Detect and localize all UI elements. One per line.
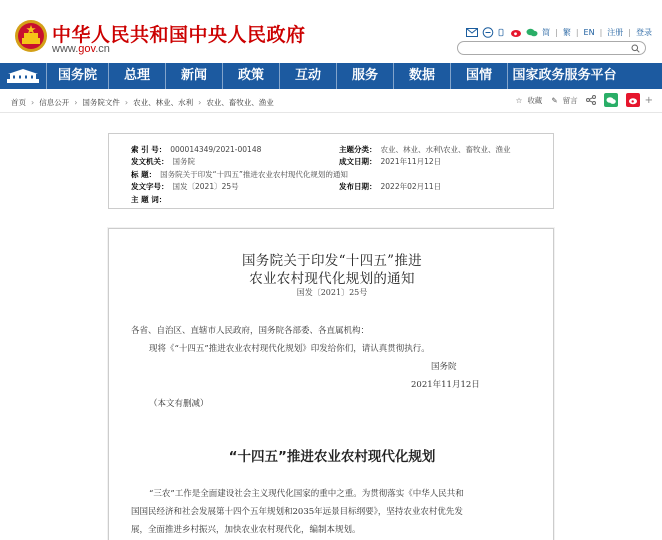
document-note: （本文有删减）: [149, 399, 209, 409]
mail-icon[interactable]: [466, 27, 478, 38]
paragraph-line: “三农”工作是全面建设社会主义现代化国家的重中之重。为贯彻落实《中华人民共和: [149, 489, 464, 499]
simplified-chinese-link[interactable]: 简: [542, 27, 551, 37]
english-link[interactable]: EN: [583, 27, 595, 37]
meta-issuer: [131, 156, 195, 167]
meta-category: [339, 144, 511, 155]
site-url[interactable]: [52, 43, 110, 55]
breadcrumb-agriculture[interactable]: 农业、林业、水利: [133, 98, 194, 107]
nav-home[interactable]: [0, 63, 46, 89]
meta-value: 国发〔2021〕25号: [172, 182, 239, 191]
meta-value: 000014349/2021-00148: [170, 145, 262, 154]
national-emblem-icon[interactable]: [14, 19, 48, 53]
breadcrumb: [11, 97, 274, 108]
weibo-icon[interactable]: [510, 27, 522, 38]
search-box: [457, 41, 646, 55]
login-link[interactable]: 登录: [636, 27, 652, 37]
meta-value: 国务院: [172, 157, 195, 166]
site-url-brand: gov: [78, 43, 96, 55]
paragraph-line: 展，全面推进乡村振兴，加快农业农村现代化，编制本规划。: [131, 525, 361, 535]
tool-separator: |: [628, 27, 631, 37]
document-body: 现将《“十四五”推进农业农村现代化规划》印发给你们，请认真贯彻执行。: [149, 344, 430, 354]
paragraph-line: 国国民经济和社会发展第十四个五年规划和2035年远景目标纲要》，坚持农业农村优先发: [131, 507, 463, 517]
register-link[interactable]: 注册: [607, 27, 624, 37]
chevron-right-icon: ›: [74, 98, 78, 107]
pencil-icon[interactable]: ✎: [551, 95, 558, 105]
document-meta-box: [108, 133, 554, 209]
nav-item-policy[interactable]: 政策: [222, 63, 279, 89]
document-title-line1: 国务院关于印发“十四五”推进: [241, 253, 422, 269]
nav-item-interaction[interactable]: 互动: [279, 63, 336, 89]
document-date: 2021年11月12日: [411, 380, 480, 390]
wechat-icon[interactable]: [526, 27, 538, 38]
home-building-icon: [5, 67, 41, 85]
plan-title: “十四五”推进农业农村现代化规划: [228, 449, 436, 465]
star-icon[interactable]: ☆: [515, 95, 523, 105]
nav-item-services[interactable]: 服务: [336, 63, 393, 89]
meta-key: 主 题 词：: [131, 195, 167, 204]
chevron-right-icon: ›: [31, 98, 35, 107]
tool-separator: |: [555, 27, 558, 37]
message-icon[interactable]: [482, 27, 494, 38]
traditional-chinese-link[interactable]: 繁: [562, 27, 571, 37]
meta-doc-no: [131, 181, 239, 192]
print-link[interactable]: 留言: [562, 95, 578, 105]
share-icon[interactable]: [586, 95, 596, 105]
site-url-suffix: .cn: [95, 43, 110, 55]
meta-key: 主题分类：: [339, 145, 377, 154]
meta-value: 2022年02月11日: [380, 182, 442, 191]
meta-value: 农业、林业、水利\农业、畜牧业、渔业: [380, 145, 511, 154]
meta-key: 发文机关：: [131, 157, 169, 166]
header-tools: [466, 25, 652, 39]
meta-written-date: [339, 156, 441, 167]
nav-item-national-conditions[interactable]: 国情: [450, 63, 507, 89]
meta-value: 2021年11月12日: [380, 157, 442, 166]
share-tools: [516, 93, 653, 107]
main-nav: [0, 63, 662, 89]
breadcrumb-state-council-docs[interactable]: 国务院文件: [82, 98, 120, 107]
search-input[interactable]: [466, 49, 626, 61]
meta-index-no: [131, 144, 261, 155]
wechat-share-icon[interactable]: [604, 93, 618, 107]
weibo-share-icon[interactable]: [626, 93, 640, 107]
meta-title: [131, 169, 348, 180]
meta-key: 发布日期：: [339, 182, 377, 191]
document-signature: 国务院: [431, 362, 457, 372]
document-title-line2: 农业农村现代化规划的通知: [249, 271, 415, 287]
chevron-right-icon: ›: [198, 98, 202, 107]
breadcrumb-bar: [0, 89, 662, 113]
nav-item-gov-service-platform[interactable]: 国家政务服务平台: [507, 63, 621, 89]
site-header: [0, 0, 662, 62]
document-recipients: 各省、自治区、直辖市人民政府，国务院各部委、各直属机构：: [131, 326, 370, 336]
meta-key: 发文字号：: [131, 182, 169, 191]
document-number: 国发〔2021〕25号: [296, 288, 368, 297]
meta-value: 国务院关于印发“十四五”推进农业农村现代化规划的通知: [160, 170, 348, 179]
tool-separator: |: [599, 27, 603, 37]
breadcrumb-info-public[interactable]: 信息公开: [39, 98, 70, 107]
meta-key: 标 题：: [131, 170, 157, 179]
site-title[interactable]: 中华人民共和国中央人民政府: [52, 24, 306, 46]
plus-icon[interactable]: +: [644, 94, 653, 106]
meta-key: 成文日期：: [339, 157, 377, 166]
nav-item-state-council[interactable]: 国务院: [46, 63, 108, 89]
favorite-link[interactable]: 收藏: [527, 95, 543, 105]
breadcrumb-home[interactable]: 首页: [11, 98, 26, 107]
nav-item-news[interactable]: 新闻: [165, 63, 222, 89]
mobile-icon[interactable]: [498, 27, 506, 38]
nav-item-data[interactable]: 数据: [393, 63, 450, 89]
site-url-prefix: www.: [52, 43, 79, 55]
meta-publish-date: [339, 181, 441, 192]
breadcrumb-animal-husbandry[interactable]: 农业、畜牧业、渔业: [206, 98, 274, 107]
meta-keywords: [131, 194, 170, 205]
nav-item-premier[interactable]: 总理: [108, 63, 165, 89]
tool-separator: |: [575, 27, 579, 37]
meta-key: 索 引 号：: [131, 145, 167, 154]
document-paper: [108, 228, 554, 540]
search-icon[interactable]: [631, 44, 640, 53]
chevron-right-icon: ›: [124, 98, 129, 107]
